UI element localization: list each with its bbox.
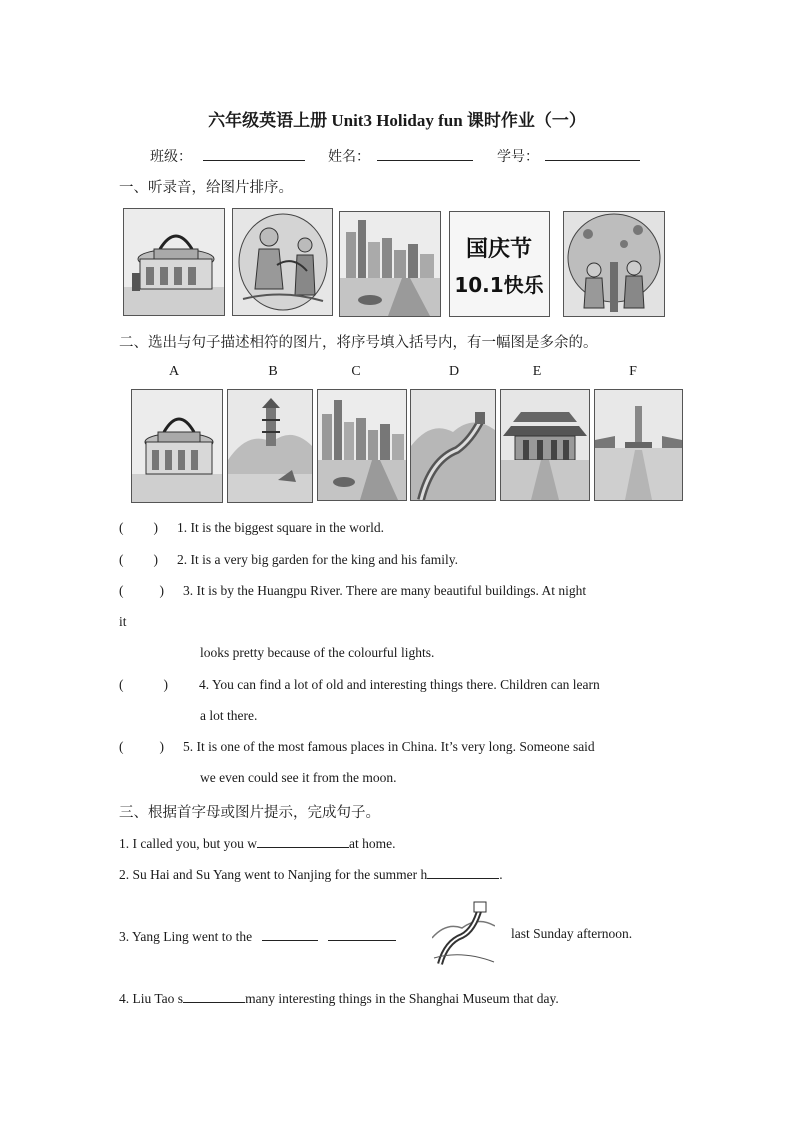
number-label: 学号： [497, 150, 539, 165]
bund-river-icon [318, 390, 406, 500]
number-field[interactable] [545, 146, 640, 161]
museum-building-icon [132, 390, 222, 502]
answer-paren-2[interactable]: ( ) [119, 552, 158, 567]
s1-picture-3[interactable] [339, 211, 441, 317]
letter-d: D [448, 364, 460, 379]
section1-heading: 一、听录音，给图片排序。 [119, 180, 293, 196]
fill-blank-1[interactable] [257, 833, 349, 848]
s1-picture-1[interactable] [123, 208, 225, 316]
section3-heading: 三、根据首字母或图片提示，完成句子。 [119, 805, 380, 821]
fill-item-3-after: last Sunday afternoon. [511, 926, 633, 941]
fill-item-4: 4. Liu Tao s many interesting things in the Shanghai Museum that day. [119, 988, 559, 1007]
question-3-wrap: it [119, 614, 127, 629]
fishing-family-icon [233, 209, 332, 315]
name-field[interactable] [377, 146, 473, 161]
fill-blank-3b[interactable] [328, 926, 396, 941]
page-title: 六年级英语上册 Unit3 Holiday fun 课时作业（一） [208, 111, 586, 130]
fill-blank-2[interactable] [427, 864, 499, 879]
s2-picture-a[interactable] [131, 389, 223, 503]
fill-item-2: 2. Su Hai and Su Yang went to Nanjing for the summer h . [119, 864, 503, 883]
great-wall-icon [411, 390, 495, 500]
letter-b: B [268, 364, 278, 379]
pagoda-hill-icon [228, 390, 312, 502]
fill-item-3: 3. Yang Ling went to the [119, 926, 396, 945]
s2-picture-f[interactable] [594, 389, 683, 501]
s1-picture-4[interactable] [449, 211, 550, 317]
s2-picture-c[interactable] [317, 389, 407, 501]
national-day-text-bottom: 10.1快乐 [454, 273, 544, 297]
question-2: ( ) 2. It is a very big garden for the king and his family. [119, 552, 459, 567]
great-wall-icon [432, 898, 495, 966]
name-label: 姓名： [328, 150, 370, 165]
question-3-cont: looks pretty because of the colourful lights. [200, 645, 435, 660]
answer-paren-4[interactable]: ( ) [119, 677, 168, 692]
fill-item-1: 1. I called you, but you w at home. [119, 833, 395, 852]
letter-f: F [629, 364, 637, 379]
national-day-text-top: 国庆节 [465, 237, 533, 262]
answer-paren-3[interactable]: ( ) [119, 583, 164, 598]
s2-picture-e[interactable] [500, 389, 590, 501]
apple-picking-icon [564, 212, 664, 316]
national-day-icon [450, 212, 549, 316]
section2-heading: 二、选出与句子描述相符的图片，将序号填入括号内，有一幅图是多余的。 [119, 335, 598, 351]
letter-c: C [351, 364, 361, 379]
question-1: ( ) 1. It is the biggest square in the world. [119, 520, 384, 535]
question-4-cont: a lot there. [200, 708, 258, 723]
letter-a: A [168, 364, 180, 379]
museum-building-icon [124, 209, 224, 315]
class-field[interactable] [203, 146, 305, 161]
s1-picture-5[interactable] [563, 211, 665, 317]
answer-paren-1[interactable]: ( ) [119, 520, 158, 535]
question-5-cont: we even could see it from the moon. [200, 770, 397, 785]
s2-picture-d[interactable] [410, 389, 496, 501]
letter-e: E [532, 364, 542, 379]
fill-blank-4[interactable] [183, 988, 245, 1003]
palace-icon [501, 390, 589, 500]
fill-hint-picture [432, 898, 495, 966]
question-4: ( ) 4. You can find a lot of old and interesting things there. Children can learn [119, 677, 600, 692]
bund-river-icon [340, 212, 440, 316]
answer-paren-5[interactable]: ( ) [119, 739, 164, 754]
class-label: 班级： [150, 150, 192, 165]
s1-picture-2[interactable] [232, 208, 333, 316]
question-5: ( ) 5. It is one of the most famous places in China. It’s very long. Someone said [119, 739, 595, 754]
fill-blank-3a[interactable] [262, 926, 318, 941]
square-monument-icon [595, 390, 682, 500]
question-3: ( ) 3. It is by the Huangpu River. There are many beautiful buildings. At night [119, 583, 587, 598]
s2-picture-b[interactable] [227, 389, 313, 503]
